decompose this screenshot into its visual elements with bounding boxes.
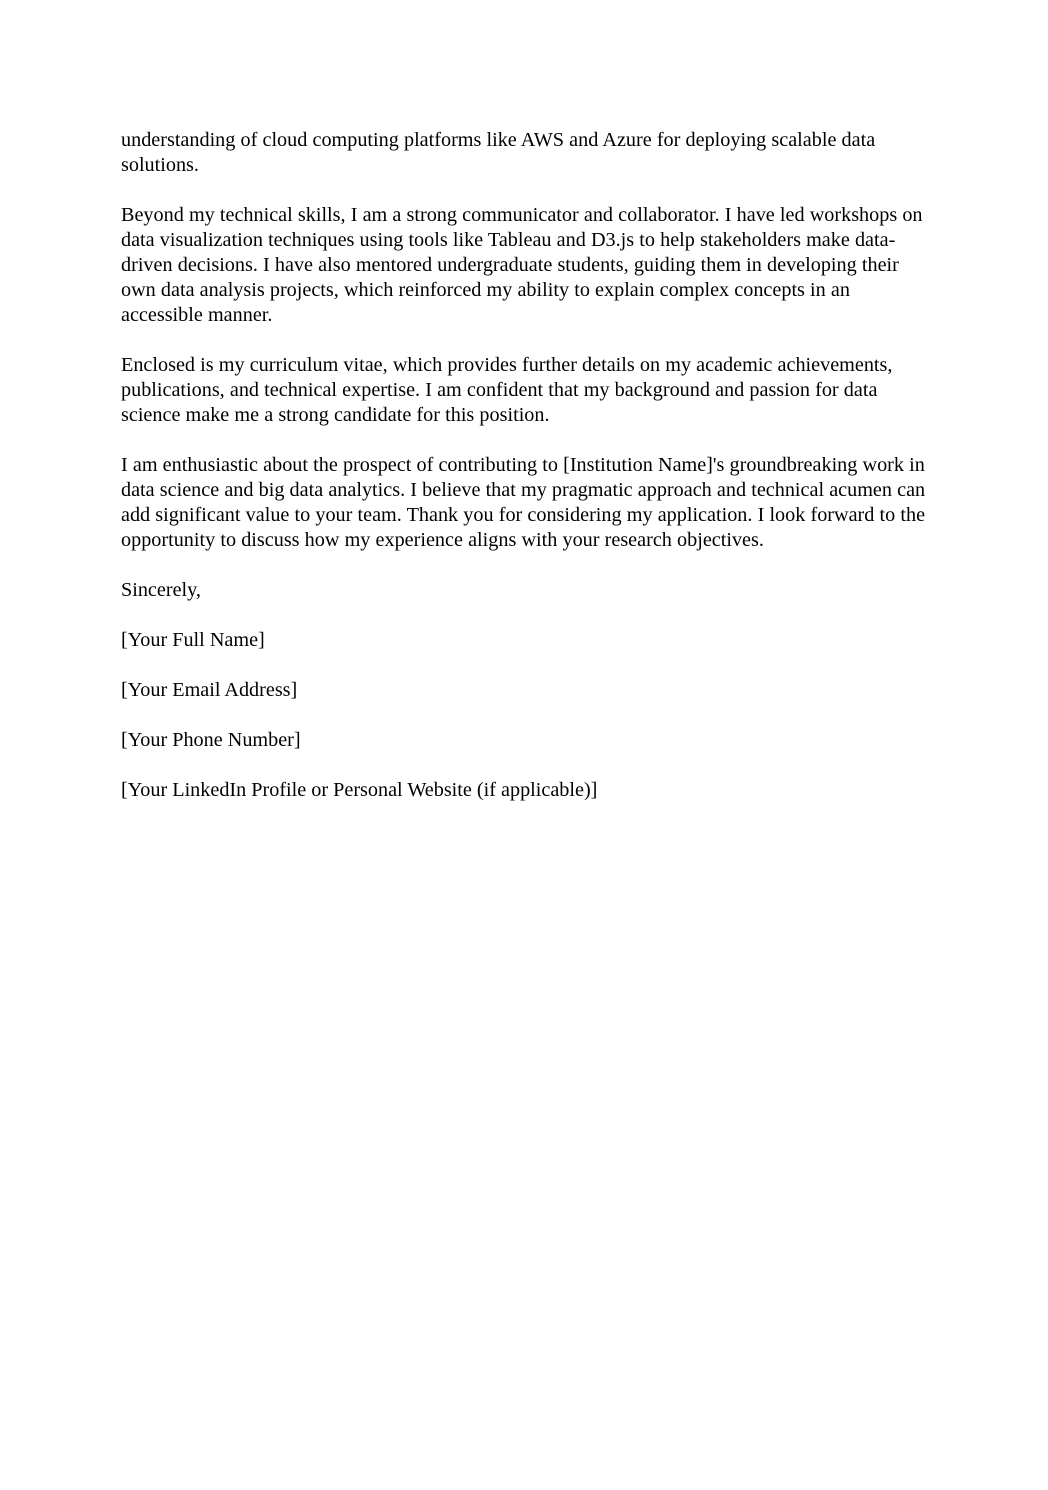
body-paragraph-1: understanding of cloud computing platforms like AWS and Azure for deploying scalable data solutions.: [121, 129, 876, 176]
body-paragraph-2: Beyond my technical skills, I am a strong communicator and collaborator. I have led workshops on data visualization techniques using tools like Tableau and D3.js to help stakeholders make data-driven decisions. I have also mentored undergraduate students, guiding them in developing their own data analysis projects, which reinforced my ability to explain complex concepts in an accessible manner.: [121, 204, 923, 326]
body-paragraph-4: I am enthusiastic about the prospect of contributing to [Institution Name]'s groundbreaking work in data science and big data analytics. I believe that my pragmatic approach and technical acumen can add significant value to your team. Thank you for considering my application. I look forward to the opportunity to discuss how my experience aligns with your research objectives.: [121, 454, 926, 551]
letter-body: [121, 128, 926, 828]
signature-full-name: [Your Full Name]: [121, 629, 265, 651]
closing-salutation: Sincerely,: [121, 579, 201, 601]
signature-linkedin-or-website: [Your LinkedIn Profile or Personal Website (if applicable)]: [121, 779, 598, 801]
signature-phone-number: [Your Phone Number]: [121, 729, 301, 751]
body-paragraph-3: Enclosed is my curriculum vitae, which provides further details on my academic achievements, publications, and technical expertise. I am confident that my background and passion for data science make me a strong candidate for this position.: [121, 354, 893, 426]
signature-email-address: [Your Email Address]: [121, 679, 298, 701]
